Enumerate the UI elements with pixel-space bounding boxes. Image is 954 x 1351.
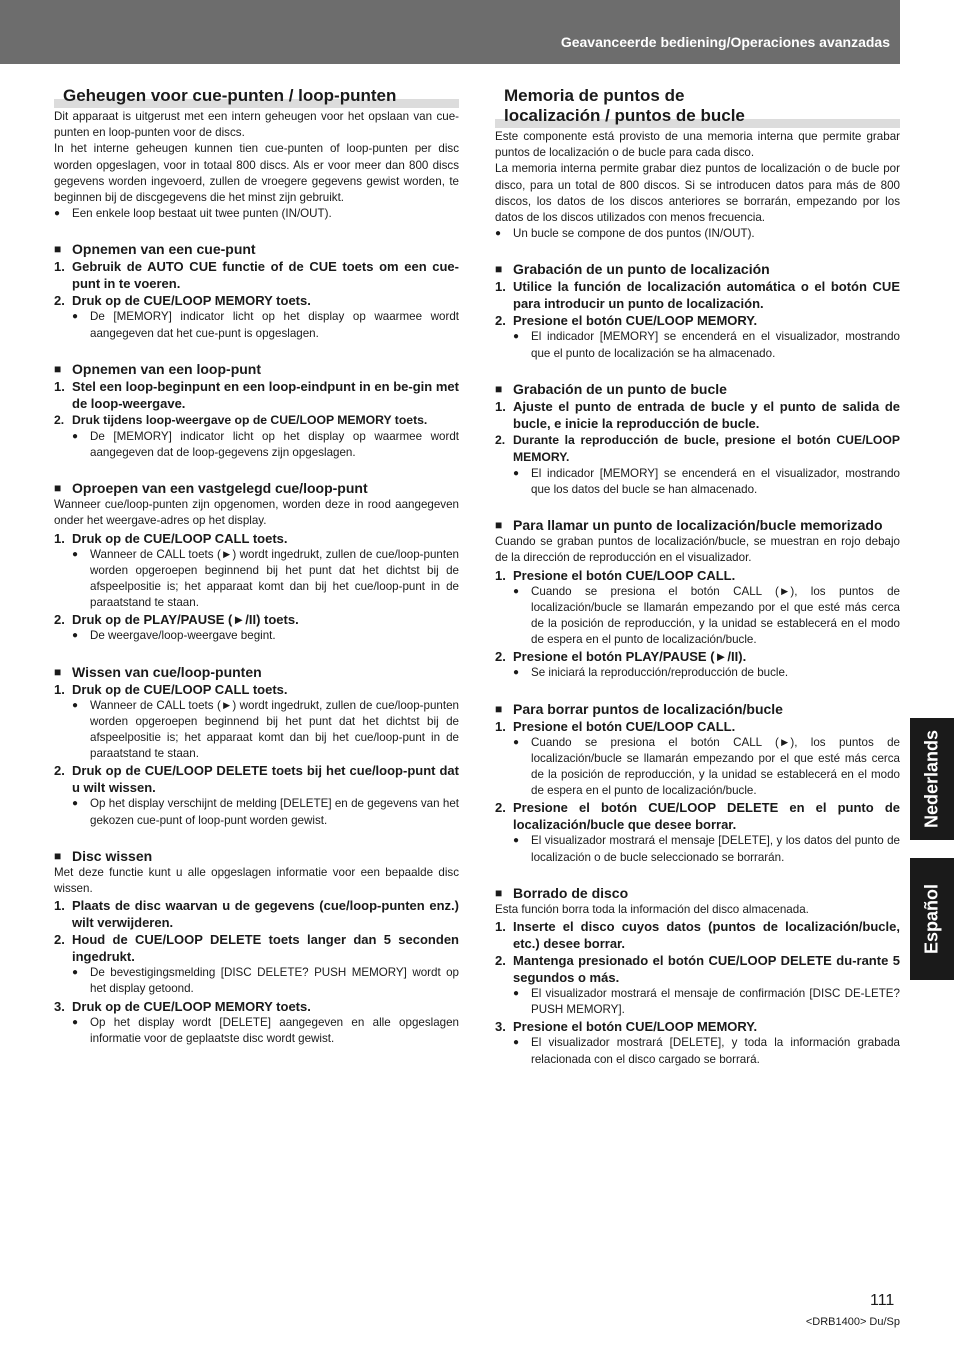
step-item: 2. Druk op de PLAY/PAUSE (►/II) toets.	[54, 612, 299, 628]
subsection-title: ■ Borrado de disco	[495, 884, 900, 902]
step-item: 1. Plaats de disc waarvan u de gegevens (cue/loop-punten enz.) wilt verwijderen.	[54, 898, 459, 931]
step-item: 2. Druk tijdens loop-weergave op de CUE/LOOP MEMORY toets.	[54, 412, 428, 427]
section-intro: Wanneer cue/loop-punten zijn opgenomen, worden deze in rood aangegeven onder het weergave-adres op het display.	[54, 498, 459, 528]
subsection-title: ■ Grabación de un punto de bucle	[495, 380, 900, 398]
header-bar	[0, 0, 900, 64]
bullet-item: ● Un bucle se compone de dos puntos (IN/OUT).	[495, 227, 755, 241]
step-item: 2. Presione el botón CUE/LOOP MEMORY.	[495, 313, 758, 329]
bullet-item: ● El visualizador mostrará [DELETE], y toda la información grabada relacionada con el disco cargado se borrará.	[513, 1036, 900, 1066]
intro-paragraph: La memoria interna permite grabar diez puntos de localización o de bucle por disco, para un total de 800 discos. Si se introducen datos para más de 800 discos, los datos de los discos anteriores se borrarán, empezando por los datos de los discos utilizados con menos frecuencia.	[495, 162, 900, 225]
bullet-item: ● El indicador [MEMORY] se encenderá en el visualizador, mostrando que el punto de localización se ha almacenado.	[513, 330, 900, 360]
column-spanish	[495, 86, 900, 1068]
step-item: 2. Presione el botón PLAY/PAUSE (►/II).	[495, 649, 747, 665]
bullet-item: ● El visualizador mostrará el mensaje [DELETE], y los datos del punto de localización o de bucle seleccionado se borrarán.	[513, 834, 900, 864]
intro-paragraph: Dit apparaat is uitgerust met een intern geheugen voor het opslaan van cue-punten en loop-punten voor de discs.	[54, 110, 459, 140]
section-intro: Cuando se graban puntos de localización/bucle, se muestran en rojo debajo de la dirección de reproducción en el visualizador.	[495, 535, 900, 565]
section-intro: Esta función borra toda la información del disco almacenada.	[495, 902, 809, 916]
step-item: 2. Druk op de CUE/LOOP MEMORY toets.	[54, 293, 311, 309]
subsection-title: ■ Para llamar un punto de localización/bucle memorizado	[495, 516, 900, 534]
subsection-title: ■ Oproepen van een vastgelegd cue/loop-punt	[54, 479, 459, 497]
section-title-spanish: Memoria de puntos de localización / puntos de bucle	[495, 86, 900, 126]
intro-paragraph: Este componente está provisto de una memoria interna que permite grabar puntos de localización o de bucle para cada disco.	[495, 130, 900, 160]
subsection-title: ■ Para borrar puntos de localización/bucle	[495, 700, 900, 718]
step-item: 2. Mantenga presionado el botón CUE/LOOP DELETE du-rante 5 segundos o más.	[495, 953, 900, 986]
step-item: 1. Presione el botón CUE/LOOP CALL.	[495, 567, 736, 583]
bullet-item: ● De weergave/loop-weergave begint.	[72, 629, 276, 643]
step-item: 2. Druk op de CUE/LOOP DELETE toets bij het cue/loop-punt dat u wilt wissen.	[54, 763, 459, 796]
step-item: 2. Houd de CUE/LOOP DELETE toets langer dan 5 seconden ingedrukt.	[54, 932, 459, 965]
subsection-title: ■ Disc wissen	[54, 847, 459, 865]
subsection-title: ■ Opnemen van een cue-punt	[54, 240, 459, 258]
subsection-title: ■ Opnemen van een loop-punt	[54, 360, 459, 378]
step-item: 1. Inserte el disco cuyos datos (puntos de localización/bucle, etc.) desee borrar.	[495, 919, 900, 952]
bullet-item: ● Wanneer de CALL toets (►) wordt ingedrukt, zullen de cue/loop-punten worden opgeroepen beginnend bij het punt dat het dichtst bij de afspeelpositie is; het apparaat komt dan bij het cue/loop-punt in de paraatstand te staan.	[72, 547, 459, 610]
section-intro: Met deze functie kunt u alle opgeslagen informatie voor een bepaalde disc wissen.	[54, 865, 459, 896]
language-tab-espanol: Español	[910, 858, 954, 980]
bullet-item: ● Wanneer de CALL toets (►) wordt ingedrukt, zullen de cue/loop-punten worden opgeroepen beginnend bij het punt dat het dichtst bij de afspeelpositie is; het apparaat komt dan bij het cue/loop-punt in de paraatstand te staan.	[72, 698, 459, 761]
bullet-item: ● Op het display wordt [DELETE] aangegeven en alle opgeslagen informatie voor de geplaatste disc wordt gewist.	[72, 1015, 459, 1045]
intro-paragraph: In het interne geheugen kunnen tien cue-punten of loop-punten per disc worden opgeslagen, voor in totaal 800 discs. Als er voor meer dan 800 discs gegevens worden ingevoerd, zullen de vroegere gegevens gewist worden, te beginnen bij de discgegevens die het minst zijn gebruikt.	[54, 142, 459, 205]
step-item: 1. Utilice la función de localización automática o el botón CUE para introducir un punto de localización.	[495, 279, 900, 312]
step-item: 1. Druk op de CUE/LOOP CALL toets.	[54, 681, 288, 697]
step-item: 1. Druk op de CUE/LOOP CALL toets.	[54, 530, 288, 546]
bullet-item: ● Op het display verschijnt de melding [DELETE] en de gegevens van het gekozen cue-punt of loop-punt worden gewist.	[72, 797, 459, 827]
column-dutch	[54, 86, 459, 1047]
bullet-item: ● El indicador [MEMORY] se encenderá en el visualizador, mostrando que los datos del bucle se han almacenado.	[513, 466, 900, 497]
step-item: 1. Presione el botón CUE/LOOP CALL.	[495, 718, 736, 734]
step-item: 2. Presione el botón CUE/LOOP DELETE en el punto de localización/bucle que desee borrar.	[495, 800, 900, 833]
bullet-item: ● Cuando se presiona el botón CALL (►), los puntos de localización/bucle se llamarán empezando por el que esté más cerca de la posición de reproducción, y la unidad se establecerá en el modo de espera en el punto de localización/bucle.	[513, 735, 900, 798]
bullet-item: ● De [MEMORY] indicator licht op het display op waarmee wordt aangegeven dat het cue-punt is opgeslagen.	[72, 310, 459, 340]
bullet-item: ● Een enkele loop bestaat uit twee punten (IN/OUT).	[54, 207, 332, 221]
header-title: Geavanceerde bediening/Operaciones avanzadas	[560, 34, 890, 50]
bullet-item: ● De [MEMORY] indicator licht op het display op waarmee wordt aangegeven dat de loop-gegevens zijn opgeslagen.	[72, 429, 459, 460]
section-title-dutch: Geheugen voor cue-punten / loop-punten	[54, 86, 459, 106]
bullet-item: ● Se iniciará la reproducción/reproducción de bucle.	[513, 666, 789, 680]
bullet-item: ● El visualizador mostrará el mensaje de confirmación [DISC DE-LETE? PUSH MEMORY].	[513, 987, 900, 1017]
subsection-title: ■ Grabación de un punto de localización	[495, 260, 900, 278]
step-item: 3. Presione el botón CUE/LOOP MEMORY.	[495, 1019, 758, 1035]
step-item: 2. Durante la reproducción de bucle, presione el botón CUE/LOOP MEMORY.	[495, 432, 900, 464]
subsection-title: ■ Wissen van cue/loop-punten	[54, 663, 459, 681]
bullet-item: ● De bevestigingsmelding [DISC DELETE? PUSH MEMORY] wordt op het display getoond.	[72, 966, 459, 996]
step-item: 1. Gebruik de AUTO CUE functie of de CUE toets om een cue-punt in te voeren.	[54, 259, 459, 292]
language-tab-nederlands: Nederlands	[910, 718, 954, 840]
step-item: 3. Druk op de CUE/LOOP MEMORY toets.	[54, 998, 311, 1014]
page-number: 111	[870, 1292, 895, 1309]
step-item: 1. Ajuste el punto de entrada de bucle y el punto de salida de bucle, e inicie la reproducción de bucle.	[495, 398, 900, 431]
document-code: <DRB1400> Du/Sp	[805, 1316, 900, 1328]
bullet-item: ● Cuando se presiona el botón CALL (►), los puntos de localización/bucle se llamarán empezando por el que esté más cerca de la posición de reproducción, y la unidad se establecerá en el modo de espera en el punto de localización/bucle.	[513, 584, 900, 647]
step-item: 1. Stel een loop-beginpunt en een loop-eindpunt in en be-gin met de loop-weergave.	[54, 378, 459, 411]
